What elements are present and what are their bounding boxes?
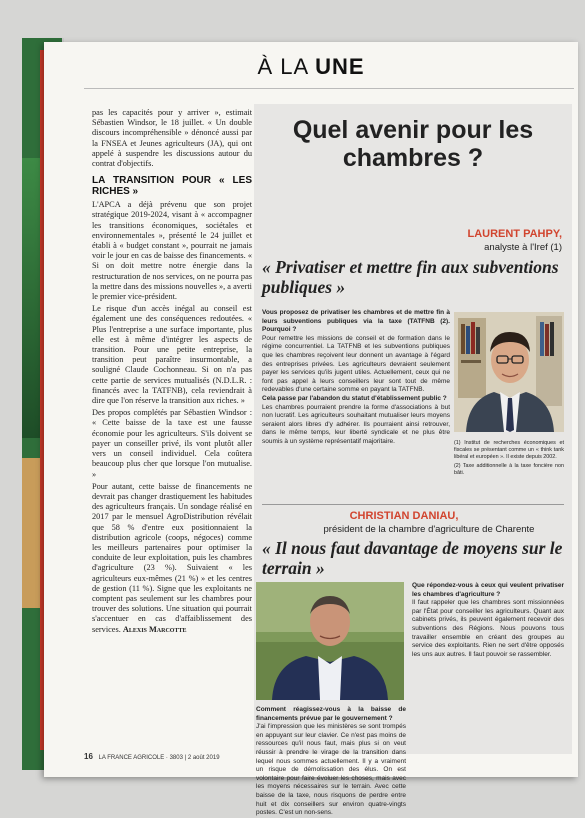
interviewee-2-name: CHRISTIAN DANIAU, xyxy=(349,510,459,522)
interview-1-text-col2 xyxy=(454,438,564,477)
section-prefix: À LA xyxy=(257,54,308,79)
interview-2-text-col1 xyxy=(256,706,406,818)
portrait-2-image xyxy=(256,582,404,700)
interview-2-answer-1: J'ai l'impression que les ministères se sont trompés en appuyant sur leur clavier. Ce n'est pas moins de ressources qu'il nous faut, mais plus si on veut réussir à prendre le virage de la transition dans lequel nous sommes actuellement. Il y a vraiment un risque de démolissation des élus. On est volontaire pour faire évoluer les choses, mais avec les moyens nécessaires sur le terrain. Avec cette baisse de la taxe, nous risquons de perdre entre huit et dix conseillers sur environ quatre-vingts postes. C'est un non-sens. xyxy=(256,723,406,817)
paragraph-4: Des propos complétés par Sébastien Windsor : « Cette baisse de la taxe est une fausse économie pour les agriculteurs. S'ils doivent se payer un conseiller privé, ils vont plutôt aller vers un conseil individuel. Cela coûtera beaucoup plus cher que lorsque l'on mutualise. » xyxy=(92,408,252,479)
page-number: 16 xyxy=(84,752,93,761)
interview-2-answer-2: Il faut rappeler que les chambres sont missionnées par l'État pour conseiller les agriculteurs. Quant aux cabinets privés, ils peuvent également recevoir des subventions des Régions. Nous pouvons tous travailler ensemble en créant des groupes au service des exploitants. Rien ne sert d'être opposés les uns aux autres. Il faut pouvoir se rassembler. xyxy=(412,599,564,658)
interview-2-question-2: Que répondez-vous à ceux qui veulent privatiser les chambres d'agriculture ? xyxy=(412,582,564,598)
portrait-christian-daniau xyxy=(256,582,404,700)
paragraph-5 xyxy=(92,482,252,635)
debate-panel xyxy=(254,104,572,817)
interviewee-2-role: président de la chambre d'agriculture de Charente xyxy=(323,524,535,535)
interview-1-answer-1: Pour remettre les missions de conseil et de formation dans le régime concurrentiel. La TATFNB et les subventions publiques que les chambres reçoivent leur donnent un avantage à l'égard des entreprises privées. Les agriculteurs devraient seulement payer les services qu'ils jugent utiles. Actuellement, ceux qui ne font pas appel à leurs conseillers leur sont tout de même redevables d'une certaine somme en payant la TATFNB. xyxy=(262,334,450,394)
section-header xyxy=(44,54,578,80)
interviewee-1-name: LAURENT PAHPY, xyxy=(467,228,562,240)
paragraph-2: L'APCA a déjà prévenu que son projet stratégique 2019-2024, visant à « accompagner les transitions économiques, sociétales et environnementales », présenté le 24 juillet et établi à « budget constant », pourrait ne jamais voir le jour en cas de baisse des financements. « Si on doit mettre notre énergie dans la restructuration de nos services, on ne pourra pas la mettre dans des missions nouvelles », a averti le premier vice-président. xyxy=(92,200,252,302)
portrait-laurent-pahpy xyxy=(454,312,564,432)
paragraph-1: pas les capacités pour y arriver », estimait Sébastien Windsor, le 18 juillet. « Un double discours incompréhensible » dénoncé aussi par la FNSEA et Jeunes agriculteurs (JA), qui ont appelé à suspendre les discussions autour du contrat d'objectifs. xyxy=(92,108,252,169)
paragraph-3: Le risque d'un accès inégal au conseil est également une des conséquences redoutées. « Plus l'entreprise a une surface importante, plus elle est à même d'intégrer les aspects de transition. Pour une petite entreprise, la transition peut paraître insurmontable, a souligné Claude Cochonneau. Si on n'a pas cette partie de services mutualisés (N.D.L.R. : financés avec la TATFNB), cela reviendrait à dire que l'on réserve la transition aux riches. » xyxy=(92,304,252,406)
subheading: LA TRANSITION POUR « LES RICHES » xyxy=(92,175,252,198)
footnote-1: (1) Institut de recherches économiques et fiscales se présentant comme un « think tank libéral et européen ». Il existe depuis 2002. xyxy=(454,440,564,460)
interviewee-1-quote: « Privatiser et mettre fin aux subventions publiques » xyxy=(262,257,559,297)
interviewee-2-quote: « Il nous faut davantage de moyens sur le terrain » xyxy=(262,538,563,578)
header-divider xyxy=(84,88,574,89)
page-footer xyxy=(84,752,574,761)
section-divider xyxy=(262,504,564,505)
interview-1-question-1: Vous proposez de privatiser les chambres et de mettre fin à leurs subventions publiques via la taxe (TATFNB (2). Pourquoi ? xyxy=(262,309,450,334)
interviewee-1-role: analyste à l'Iref (1) xyxy=(484,242,562,253)
interview-2-text-col2 xyxy=(412,582,564,659)
panel-title: Quel avenir pour les chambres ? xyxy=(292,116,534,172)
section-title: UNE xyxy=(315,54,365,79)
paragraph-5-text: Pour autant, cette baisse de financements ne devrait pas changer drastiquement les habitudes des agriculteurs français. Un sondage réalisé en 2017 par le mensuel AgroDistribution révélait que 58 % d'entre eux positionnaient la distribution agricole (coops, négoces) comme les meilleurs partenaires pour optimiser la conduite de leur exploitation, puis les chambres d'agriculture (23 %). Suivaient « les agriculteurs eux-mêmes (21 %) » et les centres de gestion (11 %). Signe que les exploitants ne comptent pas seulement sur les chambres pour trouver des solutions. Une situation qui pourrait s'accentuer en cas d'affaiblissement des services. xyxy=(92,481,252,634)
publication-line: LA FRANCE AGRICOLE · 3803 | 2 août 2019 xyxy=(98,755,220,761)
interview-1-text-col1 xyxy=(262,309,450,447)
portrait-1-image xyxy=(454,312,564,432)
interview-1-question-2: Cela passe par l'abandon du statut d'établissement public ? xyxy=(262,394,447,402)
left-column xyxy=(92,108,252,637)
interview-2-question-1: Comment réagissez-vous à la baisse de financements prévue par le gouvernement ? xyxy=(256,706,406,722)
footnote-2: (2) Taxe additionnelle à la taxe foncière non bâti. xyxy=(454,463,564,476)
article-author: Alexis Marcotte xyxy=(122,624,187,634)
magazine-page xyxy=(44,42,578,817)
interview-1-answer-2: Les chambres pourraient prendre la forme d'associations à but non lucratif. Les agriculteurs souhaitant mutualiser leurs moyens seraient alors libres d'y adhérer. Ils pourraient ainsi retrouver, dans le même temps, leur liberté syndicale et ne plus être soumis à un système représentatif majoritaire. xyxy=(262,403,450,445)
